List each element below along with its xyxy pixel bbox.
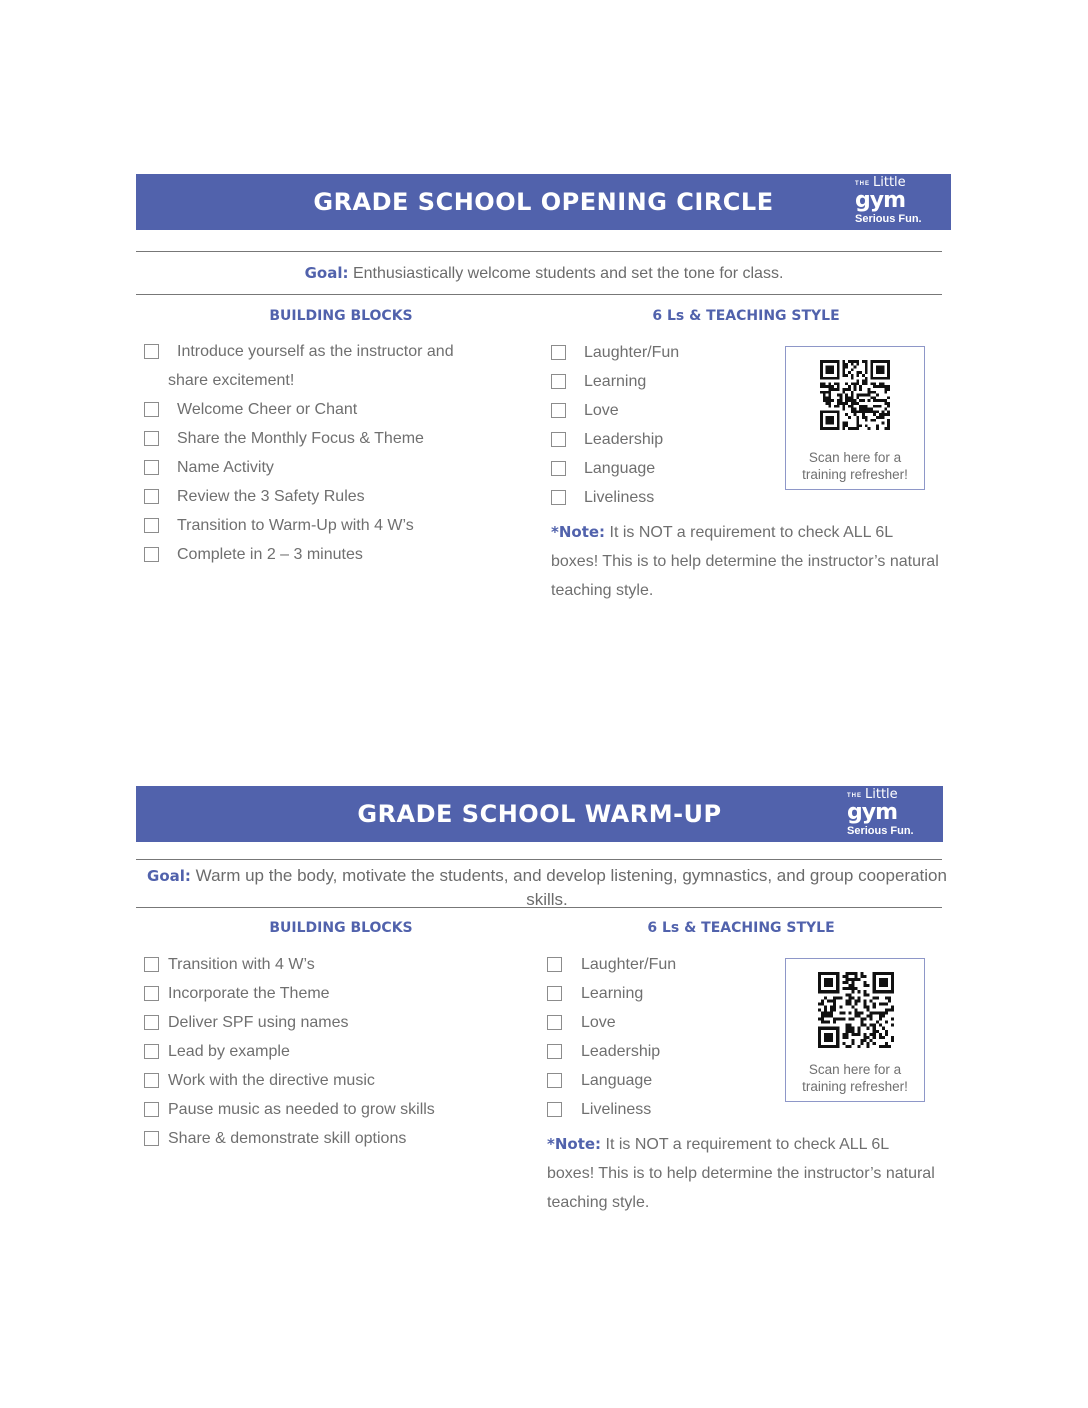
little-gym-logo	[847, 788, 933, 840]
six-l-item[interactable]: Liveliness	[547, 1095, 767, 1124]
six-ls-list	[551, 338, 771, 512]
checkbox[interactable]	[551, 374, 566, 389]
section-title: GRADE SCHOOL OPENING CIRCLE	[313, 188, 774, 216]
divider	[136, 859, 942, 860]
logo-tagline: Serious Fun.	[855, 213, 922, 225]
checkbox[interactable]	[551, 461, 566, 476]
qr-code-icon[interactable]	[818, 972, 894, 1048]
checkbox[interactable]	[144, 1015, 159, 1030]
checkbox[interactable]	[547, 1073, 562, 1088]
six-l-item[interactable]: Love	[551, 396, 771, 425]
note	[547, 1130, 937, 1217]
six-l-item[interactable]: Laughter/Fun	[551, 338, 771, 367]
section-title: GRADE SCHOOL WARM-UP	[357, 800, 722, 828]
goal-statement	[136, 264, 952, 283]
logo-tagline: Serious Fun.	[847, 825, 914, 837]
six-l-item[interactable]: Love	[547, 1008, 767, 1037]
six-ls-list	[547, 950, 767, 1124]
six-l-item[interactable]: Learning	[547, 979, 767, 1008]
qr-caption	[786, 449, 924, 483]
checkbox[interactable]	[547, 986, 562, 1001]
logo-the: THE	[855, 181, 870, 187]
checkbox[interactable]	[547, 1102, 562, 1117]
checklist-item[interactable]: Review the 3 Safety Rules	[144, 482, 544, 511]
logo-gym: gym	[847, 800, 898, 825]
divider	[136, 251, 942, 252]
building-blocks-heading: BUILDING BLOCKS	[269, 308, 413, 324]
checklist-item[interactable]: Complete in 2 – 3 minutes	[144, 540, 544, 569]
checkbox[interactable]	[144, 518, 159, 533]
goal-statement	[136, 864, 958, 911]
checklist-item[interactable]: Pause music as needed to grow skills	[144, 1095, 544, 1124]
checkbox[interactable]	[144, 957, 159, 972]
opening-circle-section	[136, 174, 952, 614]
checkbox[interactable]	[551, 403, 566, 418]
logo-gym: gym	[855, 188, 906, 213]
checkbox[interactable]	[144, 1044, 159, 1059]
qr-caption-line: Scan here for a	[808, 450, 902, 465]
six-l-item[interactable]: Leadership	[551, 425, 771, 454]
logo-little: Little	[873, 175, 906, 190]
qr-modules	[818, 972, 894, 1048]
note-text: It is NOT a requirement to check ALL 6L boxes! This is to help determine the instructor’s natural teaching style.	[547, 1136, 935, 1211]
checkbox[interactable]	[144, 344, 159, 359]
qr-caption-line: Scan here for a	[808, 1062, 902, 1077]
checklist-item[interactable]: Welcome Cheer or Chant	[144, 395, 544, 424]
checklist-item[interactable]: Lead by example	[144, 1037, 544, 1066]
divider	[136, 907, 942, 908]
checkbox[interactable]	[144, 1131, 159, 1146]
goal-text: Enthusiastically welcome students and set the tone for class.	[352, 265, 784, 282]
checklist-item[interactable]: Introduce yourself as the instructor and	[144, 337, 544, 366]
six-l-item[interactable]: Language	[547, 1066, 767, 1095]
qr-modules	[820, 360, 890, 430]
six-ls-heading: 6 Ls & TEACHING STYLE	[652, 308, 840, 324]
note-label: *Note:	[551, 523, 606, 541]
logo-little: Little	[865, 787, 898, 802]
checkbox[interactable]	[547, 957, 562, 972]
checkbox[interactable]	[144, 547, 159, 562]
checklist-item[interactable]: Share the Monthly Focus & Theme	[144, 424, 544, 453]
divider	[136, 294, 942, 295]
checklist-item[interactable]: Transition to Warm-Up with 4 W’s	[144, 511, 544, 540]
six-l-item[interactable]: Learning	[551, 367, 771, 396]
checkbox[interactable]	[551, 490, 566, 505]
checkbox[interactable]	[144, 1073, 159, 1088]
six-l-item[interactable]: Language	[551, 454, 771, 483]
six-l-item[interactable]: Laughter/Fun	[547, 950, 767, 979]
warm-up-section	[136, 786, 952, 1226]
building-blocks-list	[144, 337, 544, 569]
checkbox[interactable]	[144, 489, 159, 504]
checklist-item[interactable]: Name Activity	[144, 453, 544, 482]
checklist-item[interactable]: Deliver SPF using names	[144, 1008, 544, 1037]
building-blocks-list	[144, 950, 544, 1153]
qr-caption	[786, 1061, 924, 1095]
note-text: It is NOT a requirement to check ALL 6L boxes! This is to help determine the instructor’s natural teaching style.	[551, 524, 939, 599]
goal-text: Warm up the body, motivate the students, and develop listening, gymnastics, and group cooperation skills.	[195, 866, 947, 909]
six-l-item[interactable]: Liveliness	[551, 483, 771, 512]
note-label: *Note:	[547, 1135, 602, 1153]
logo-the: THE	[847, 793, 862, 799]
checklist-item[interactable]: Share & demonstrate skill options	[144, 1124, 544, 1153]
six-l-item[interactable]: Leadership	[547, 1037, 767, 1066]
qr-code-card[interactable]	[785, 958, 925, 1102]
checklist-item-continuation: share excitement!	[168, 372, 295, 389]
section-banner	[136, 174, 951, 230]
note	[551, 518, 941, 605]
building-blocks-heading: BUILDING BLOCKS	[269, 920, 413, 936]
qr-caption-line: training refresher!	[802, 1079, 908, 1094]
section-banner	[136, 786, 943, 842]
checkbox[interactable]	[144, 431, 159, 446]
checklist-item[interactable]: Incorporate the Theme	[144, 979, 544, 1008]
checkbox[interactable]	[551, 432, 566, 447]
qr-code-card[interactable]	[785, 346, 925, 490]
checkbox[interactable]	[551, 345, 566, 360]
checklist-item[interactable]: Work with the directive music	[144, 1066, 544, 1095]
checkbox[interactable]	[547, 1015, 562, 1030]
checklist-item[interactable]: Transition with 4 W’s	[144, 950, 544, 979]
goal-label: Goal:	[304, 264, 349, 282]
checkbox[interactable]	[144, 460, 159, 475]
checkbox[interactable]	[144, 1102, 159, 1117]
checkbox[interactable]	[144, 986, 159, 1001]
checkbox[interactable]	[144, 402, 159, 417]
six-ls-heading: 6 Ls & TEACHING STYLE	[647, 920, 835, 936]
little-gym-logo	[855, 176, 941, 228]
qr-code-icon[interactable]	[820, 360, 890, 430]
checkbox[interactable]	[547, 1044, 562, 1059]
goal-label: Goal:	[147, 867, 191, 885]
qr-caption-line: training refresher!	[802, 467, 908, 482]
